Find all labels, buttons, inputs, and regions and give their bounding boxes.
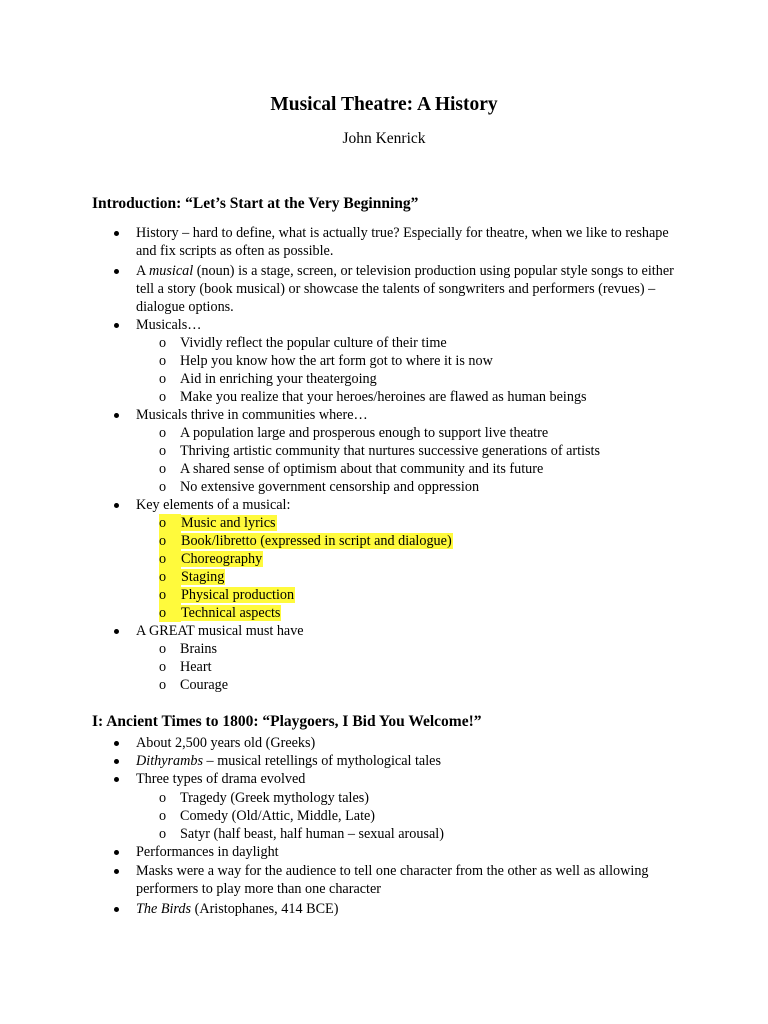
bullet-icon — [114, 869, 119, 874]
sub-list-item — [159, 442, 680, 460]
section-heading: Introduction: “Let’s Start at the Very Beginning” — [92, 195, 419, 212]
highlighted-sub-list-item — [159, 514, 680, 532]
sub-item-text: Tragedy (Greek mythology tales) — [180, 790, 369, 806]
document-title: Musical Theatre: A History — [270, 94, 498, 115]
sub-item-text: Comedy (Old/Attic, Middle, Late) — [180, 808, 376, 824]
bullet-icon — [114, 777, 119, 782]
item-text: Three types of drama evolved — [136, 771, 306, 787]
item-text: Performances in daylight — [136, 844, 279, 860]
bullet-icon — [114, 741, 119, 746]
bullet-icon — [114, 850, 119, 855]
sub-list-item — [159, 334, 680, 352]
list-item — [136, 900, 676, 918]
sub-list-item — [159, 478, 680, 496]
item-text: Masks were a way for the audience to tell one character from the other as well as allowing performers to play more than one character — [136, 863, 649, 897]
highlighted-sub-list-item — [159, 532, 680, 550]
sub-item-text: Heart — [180, 659, 212, 675]
sub-item-text: Choreography — [181, 551, 263, 567]
sub-bullet-icon: o — [159, 550, 181, 568]
highlighted-sub-list-item — [159, 586, 680, 604]
bullet-icon — [114, 907, 119, 912]
sub-bullet-icon: o — [159, 389, 167, 405]
sub-bullet-icon: o — [159, 335, 167, 351]
sub-list-item — [159, 370, 680, 388]
sub-bullet-icon: o — [159, 425, 167, 441]
item-text: Musicals thrive in communities where… — [136, 407, 368, 423]
item-text-emphasis: The Birds — [136, 901, 192, 917]
sub-item-text: A population large and prosperous enough to support live theatre — [180, 425, 549, 441]
sub-item-text: A shared sense of optimism about that community and its future — [180, 461, 544, 477]
item-text: Musicals… — [136, 317, 202, 333]
item-text: History – hard to define, what is actually true? Especially for theatre, when we like to reshape and fix scripts as often as possible. — [136, 225, 669, 259]
sub-bullet-icon: o — [159, 790, 167, 806]
item-text: About 2,500 years old (Greeks) — [136, 735, 316, 751]
sub-bullet-icon: o — [159, 586, 181, 604]
list-item — [136, 262, 676, 316]
list-item — [136, 752, 676, 770]
list-item — [136, 224, 676, 260]
item-text-emphasis: Dithyrambs — [136, 753, 203, 769]
sub-bullet-icon: o — [159, 443, 167, 459]
sub-bullet-icon: o — [159, 461, 167, 477]
bullet-icon — [114, 503, 119, 508]
bullet-icon — [114, 323, 119, 328]
sub-list-item — [159, 460, 680, 478]
sub-bullet-icon: o — [159, 659, 167, 675]
item-text-emphasis: musical — [149, 263, 194, 279]
item-text: – musical retellings of mythological tales — [203, 753, 441, 769]
list-item — [136, 622, 676, 640]
sub-bullet-icon: o — [159, 514, 181, 532]
sub-item-text: Aid in enriching your theatergoing — [180, 371, 377, 387]
list-item — [136, 862, 676, 898]
bullet-icon — [114, 759, 119, 764]
highlighted-sub-list-item — [159, 550, 680, 568]
sub-item-text: Thriving artistic community that nurtures successive generations of artists — [180, 443, 601, 459]
sub-item-text: Technical aspects — [181, 605, 281, 621]
item-text-prefix: A — [136, 263, 150, 279]
sub-item-text: Staging — [181, 569, 225, 585]
sub-item-text: Vividly reflect the popular culture of their time — [180, 335, 447, 351]
list-item — [136, 316, 676, 334]
sub-list-item — [159, 424, 680, 442]
sub-bullet-icon: o — [159, 826, 167, 842]
sub-list-item — [159, 676, 680, 694]
sub-bullet-icon: o — [159, 568, 181, 586]
sub-item-text: Brains — [180, 641, 218, 657]
sub-item-text: Satyr (half beast, half human – sexual arousal) — [180, 826, 444, 842]
highlighted-sub-list-item — [159, 604, 680, 622]
sub-item-text: Physical production — [181, 587, 295, 603]
list-item — [136, 496, 676, 514]
sub-list-item — [159, 640, 680, 658]
item-text: (Aristophanes, 414 BCE) — [191, 901, 339, 917]
sub-list-item — [159, 352, 680, 370]
bullet-icon — [114, 231, 119, 236]
list-item — [136, 843, 676, 861]
bullet-icon — [114, 269, 119, 274]
sub-bullet-icon: o — [159, 371, 167, 387]
sub-item-text: Music and lyrics — [181, 515, 276, 531]
list-item — [136, 770, 676, 788]
sub-item-text: Courage — [180, 677, 229, 693]
bullet-icon — [114, 413, 119, 418]
item-text: Key elements of a musical: — [136, 497, 291, 513]
list-item — [136, 734, 676, 752]
document-author: John Kenrick — [342, 130, 426, 147]
sub-bullet-icon: o — [159, 677, 167, 693]
sub-list-item — [159, 789, 680, 807]
sub-bullet-icon: o — [159, 641, 167, 657]
list-item — [136, 406, 676, 424]
sub-bullet-icon: o — [159, 604, 181, 622]
sub-list-item — [159, 388, 680, 406]
sub-item-text: Book/libretto (expressed in script and dialogue) — [181, 533, 452, 549]
sub-list-item — [159, 807, 680, 825]
sub-list-item — [159, 658, 680, 676]
sub-bullet-icon: o — [159, 353, 167, 369]
sub-item-text: Help you know how the art form got to where it is now — [180, 353, 493, 369]
sub-bullet-icon: o — [159, 808, 167, 824]
highlighted-sub-list-item — [159, 568, 680, 586]
sub-bullet-icon: o — [159, 479, 167, 495]
section-heading: I: Ancient Times to 1800: “Playgoers, I Bid You Welcome!” — [92, 713, 482, 730]
bullet-icon — [114, 629, 119, 634]
sub-list-item — [159, 825, 680, 843]
item-text: (noun) is a stage, screen, or television production using popular style songs to either tell a story (book musical) or showcase the talents of songwriters and performers (revues) – dialogue options. — [136, 263, 674, 315]
sub-bullet-icon: o — [159, 532, 181, 550]
sub-item-text: Make you realize that your heroes/heroines are flawed as human beings — [180, 389, 587, 405]
sub-item-text: No extensive government censorship and oppression — [180, 479, 480, 495]
item-text: A GREAT musical must have — [136, 623, 304, 639]
